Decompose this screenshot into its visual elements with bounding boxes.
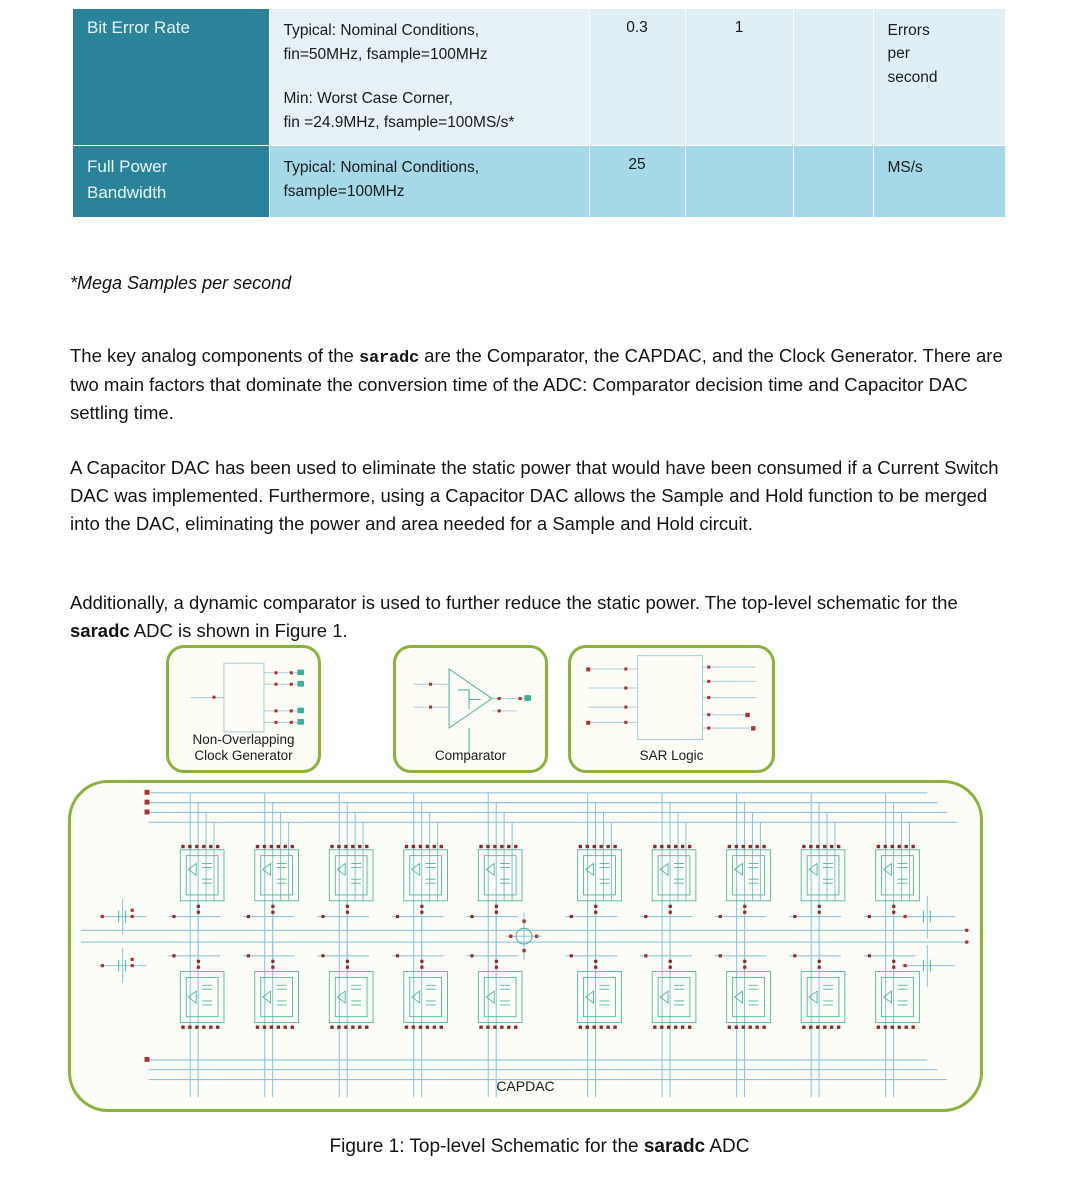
condition-line: fin =24.9MHz, fsample=100MS/s* bbox=[283, 114, 515, 132]
capdac-cell-column bbox=[168, 793, 224, 1097]
sar-logic-schematic-svg bbox=[571, 648, 772, 770]
clock-generator-label-line1: Non-Overlapping bbox=[192, 732, 295, 748]
capdac-cell-column bbox=[566, 793, 622, 1097]
table-footnote: *Mega Samples per second bbox=[70, 273, 292, 293]
unit-line: per bbox=[887, 45, 910, 63]
row-min-bit-error-rate: 0.3 bbox=[589, 9, 685, 146]
comparator-output-port bbox=[524, 695, 531, 701]
capdac-cell-column bbox=[640, 793, 696, 1097]
row-max-bit-error-rate bbox=[793, 9, 873, 146]
paragraph-text: ADC is shown in Figure 1. bbox=[129, 619, 348, 641]
row-typ-bit-error-rate: 1 bbox=[685, 9, 793, 146]
parameter-line: Full Power bbox=[87, 157, 168, 177]
condition-line: fin=50MHz, fsample=100MHz bbox=[283, 46, 488, 64]
paragraph-capacitor-dac: A Capacitor DAC has been used to eliminate the static power that would have been consumed if a Current Switch DAC was implemented. Furthermore, using a Capacitor DAC allows the Sample and Hold function to be merged into the DAC, eliminating the power and area needed for a Sample and Hold circuit. bbox=[70, 456, 999, 534]
unit-line: MS/s bbox=[887, 159, 923, 177]
comparator-label: Comparator bbox=[434, 748, 507, 764]
row-unit-full-power-bandwidth bbox=[873, 146, 1005, 218]
paragraph-key-analog-components bbox=[70, 342, 1010, 428]
inline-code-saradc: saradc bbox=[359, 348, 420, 368]
capdac-cell-column bbox=[864, 793, 920, 1097]
row-typ-full-power-bandwidth bbox=[685, 146, 793, 218]
condition-line: fsample=100MHz bbox=[283, 183, 405, 201]
paragraph-dynamic-comparator bbox=[70, 589, 1010, 645]
unit-line: second bbox=[887, 68, 938, 86]
table-row bbox=[73, 146, 1005, 218]
specification-table bbox=[73, 8, 1006, 218]
bus-terminal-markers bbox=[145, 790, 150, 1062]
caption-text: ADC bbox=[705, 1136, 750, 1157]
row-conditions-bit-error-rate bbox=[269, 9, 589, 146]
condition-line: Typical: Nominal Conditions, bbox=[283, 22, 480, 39]
row-parameter-bit-error-rate: Bit Error Rate bbox=[73, 9, 269, 146]
capdac-cell-column bbox=[392, 793, 448, 1097]
clock-generator-schematic-svg bbox=[169, 648, 318, 770]
inline-bold-saradc: saradc bbox=[70, 619, 130, 641]
figure-top-level-schematic bbox=[68, 640, 983, 1118]
row-conditions-full-power-bandwidth bbox=[269, 146, 589, 218]
comparator-schematic-svg bbox=[396, 648, 545, 770]
unit-line: Errors bbox=[887, 22, 930, 39]
row-unit-bit-error-rate bbox=[873, 9, 1005, 146]
paragraph-text: are the Comparator, the CAPDAC, and the Clock Generator. There are two main factors that dominate the conversion time of the ADC: Comparator decision time and Capacitor DAC settling time. bbox=[70, 344, 1003, 424]
row-max-full-power-bandwidth bbox=[793, 146, 873, 218]
figure-caption bbox=[0, 1136, 1079, 1158]
capdac-cell-column bbox=[243, 793, 299, 1097]
row-min-full-power-bandwidth: 25 bbox=[589, 146, 685, 218]
schematic-block-comparator bbox=[393, 645, 548, 773]
caption-bold-saradc: saradc bbox=[643, 1136, 706, 1157]
caption-text: Figure 1: Top-level Schematic for the bbox=[329, 1136, 644, 1157]
capdac-cell-column bbox=[466, 793, 522, 1097]
condition-line: Min: Worst Case Corner, bbox=[283, 90, 453, 108]
schematic-block-sar-logic bbox=[568, 645, 775, 773]
clock-generator-label-line2: Clock Generator bbox=[194, 748, 293, 764]
capdac-cell-column bbox=[317, 793, 373, 1097]
sar-logic-label: SAR Logic bbox=[639, 748, 704, 764]
schematic-block-clock-generator bbox=[166, 645, 321, 773]
paragraph-text: Additionally, a dynamic comparator is used to further reduce the static power. The top-level schematic for the bbox=[70, 591, 958, 613]
condition-spacer bbox=[284, 67, 577, 87]
parameter-line: Bandwidth bbox=[87, 183, 167, 203]
table-row bbox=[73, 9, 1005, 146]
paragraph-text: The key analog components of the bbox=[70, 344, 359, 366]
left-termination bbox=[99, 899, 147, 983]
capdac-schematic-svg bbox=[71, 783, 980, 1109]
condition-line: Typical: Nominal Conditions, bbox=[283, 159, 480, 177]
capdac-cell-column bbox=[715, 793, 771, 1097]
center-node bbox=[506, 913, 542, 960]
row-parameter-full-power-bandwidth bbox=[73, 146, 269, 218]
capdac-cell-column bbox=[789, 793, 845, 1097]
capdac-label: CAPDAC bbox=[496, 1078, 555, 1095]
schematic-block-capdac bbox=[68, 780, 983, 1112]
